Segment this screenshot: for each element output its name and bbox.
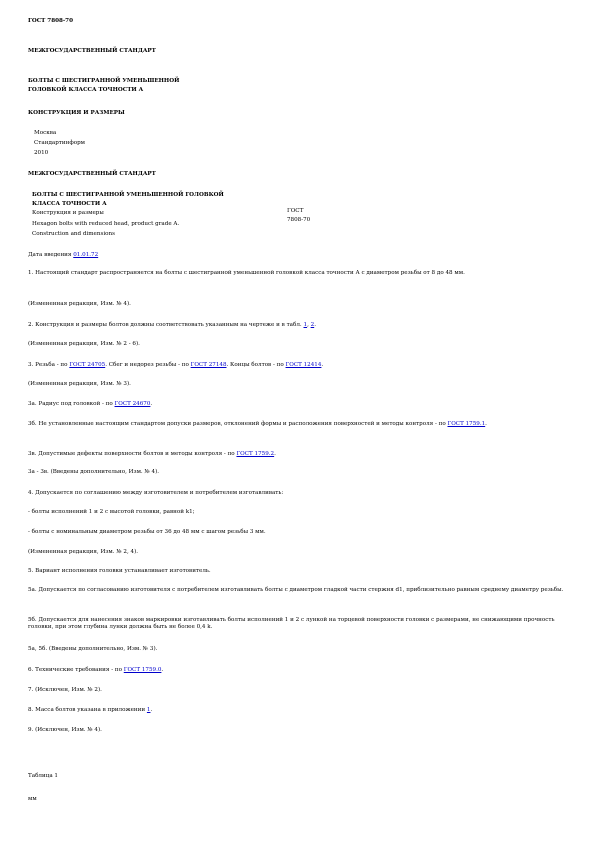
p8-text: 8. Масса болтов указана в приложении bbox=[28, 707, 146, 713]
p3-text-a: 3. Резьба - по bbox=[28, 362, 68, 368]
period: . bbox=[161, 667, 164, 673]
paragraph-3v bbox=[28, 451, 276, 458]
paragraph-3a bbox=[28, 401, 152, 408]
table-caption: Таблица 1 bbox=[28, 773, 58, 779]
gost-1759-2-link[interactable]: ГОСТ 1759.2 bbox=[236, 451, 275, 457]
title-block-line-1: БОЛТЫ С ШЕСТИГРАННОЙ УМЕНЬШЕННОЙ ГОЛОВКОЙ bbox=[32, 192, 224, 198]
paragraph-4-item-2: - болты с номинальным диаметром резьбы от 36 до 48 мм с шагом резьбы 3 мм. bbox=[28, 529, 266, 535]
gost-12414-link[interactable]: ГОСТ 12414 bbox=[285, 362, 322, 368]
subtitle: КОНСТРУКЦИЯ И РАЗМЕРЫ bbox=[28, 110, 125, 116]
paragraph-1-note: (Измененная редакция, Изм. № 4). bbox=[28, 301, 131, 307]
period: . bbox=[150, 401, 153, 407]
paragraph-4: 4. Допускается по соглашению между изготовителем и потребителем изготавливать: bbox=[28, 490, 284, 496]
paragraph-6 bbox=[28, 667, 163, 674]
paragraph-5a: 5а. Допускается по согласованию изготовителя с потребителем изготавливать болты с диаметром гладкой части стержня d1, приблизительно равным среднему диаметру резьбы. bbox=[28, 587, 564, 593]
paragraph-8 bbox=[28, 707, 152, 714]
paragraph-2-note: (Измененная редакция, Изм. № 2 - 6). bbox=[28, 341, 140, 347]
date-label: Дата введения bbox=[28, 252, 72, 258]
period: . bbox=[274, 451, 276, 457]
paragraph-5b: 5б. Допускается для нанесения знаков маркировки изготавливать болты исполнений 1 и 2 с лункой на торцевой поверхности головки с размерами, не снижающими прочность головки, при этом глубина лунки должна быть не более 0,4 k. bbox=[28, 617, 555, 630]
paragraph-3-note: (Измененная редакция, Изм. № 3). bbox=[28, 381, 131, 387]
p3-text-c: . Концы болтов - по bbox=[226, 362, 284, 368]
paragraph-9: 9. (Исключен, Изм. № 4). bbox=[28, 727, 102, 733]
paragraph-4-note: (Измененная редакция, Изм. № 2, 4). bbox=[28, 549, 139, 555]
title-block-subtitle-ru: Конструкция и размеры bbox=[32, 210, 104, 216]
title-line-2: ГОЛОВКОЙ КЛАССА ТОЧНОСТИ А bbox=[28, 87, 144, 93]
p3a-text: 3а. Радиус под головкой - по bbox=[28, 401, 113, 407]
paragraph-1: 1. Настоящий стандарт распространяется на болты с шестигранной уменьшенной головкой класса точности А с диаметром резьбы от 8 до 48 мм. bbox=[28, 270, 465, 276]
p3-text-b: . Сбег и недорез резьбы - по bbox=[105, 362, 189, 368]
p3b-text: 3б. Не установленные настоящим стандартом допуски размеров, отклонений формы и расположения поверхностей и методы контроля - по bbox=[28, 421, 446, 427]
publish-city: Москва bbox=[34, 130, 57, 136]
title-block-line-2: КЛАССА ТОЧНОСТИ А bbox=[32, 201, 107, 207]
period: . bbox=[314, 322, 316, 328]
paragraph-4-item-1: - болты исполнений 1 и 2 с высотой головки, равной k1; bbox=[28, 509, 195, 515]
title-block-type: МЕЖГОСУДАРСТВЕННЫЙ СТАНДАРТ bbox=[28, 171, 156, 177]
paragraph-3 bbox=[28, 362, 323, 369]
standard-type: МЕЖГОСУДАРСТВЕННЫЙ СТАНДАРТ bbox=[28, 48, 156, 54]
table-unit: мм bbox=[28, 796, 37, 802]
title-block-code-number: 7808-70 bbox=[287, 217, 311, 223]
doc-code-header: ГОСТ 7808-70 bbox=[28, 18, 73, 24]
date-value-link[interactable]: 01.01.72 bbox=[73, 252, 99, 258]
p3-text-d: . bbox=[321, 362, 324, 368]
publisher: Стандартинформ bbox=[34, 140, 86, 146]
paragraph-3b bbox=[28, 421, 573, 428]
p3v-text: 3в. Допустимые дефекты поверхности болтов и методы контроля - по bbox=[28, 451, 235, 457]
p6-text: 6. Технические требования - по bbox=[28, 667, 122, 673]
title-block-title-en: Hexagon bolts with reduced head, product grade A. bbox=[32, 221, 180, 227]
paragraph-7: 7. (Исключен, Изм. № 2). bbox=[28, 687, 102, 693]
table-2-link[interactable]: 2 bbox=[310, 322, 315, 328]
paragraph-2 bbox=[28, 322, 316, 329]
separator: , bbox=[307, 322, 309, 328]
gost-24705-link[interactable]: ГОСТ 24705 bbox=[69, 362, 106, 368]
table-1-link[interactable]: 1 bbox=[303, 322, 308, 328]
gost-1759-0-link[interactable]: ГОСТ 1759.0 bbox=[123, 667, 162, 673]
period: . bbox=[485, 421, 487, 427]
paragraph-5: 5. Вариант исполнения головки устанавливает изготовитель. bbox=[28, 568, 211, 574]
title-block-subtitle-en: Construction and dimensions bbox=[32, 231, 115, 237]
gost-27148-link[interactable]: ГОСТ 27148 bbox=[190, 362, 227, 368]
paragraph-2-text: 2. Конструкция и размеры болтов должны соответствовать указанным на чертеже и в табл. bbox=[28, 322, 302, 328]
title-block-code-label: ГОСТ bbox=[287, 208, 304, 214]
paragraph-5-note: 5а, 5б. (Введены дополнительно, Изм. № 3). bbox=[28, 646, 158, 652]
title-line-1: БОЛТЫ С ШЕСТИГРАННОЙ УМЕНЬШЕННОЙ bbox=[28, 78, 180, 84]
publish-year: 2010 bbox=[34, 150, 49, 156]
paragraph-3-range-note: 3а - 3в. (Введены дополнительно, Изм. № 4). bbox=[28, 469, 160, 475]
gost-24670-link[interactable]: ГОСТ 24670 bbox=[114, 401, 151, 407]
intro-date bbox=[28, 252, 98, 259]
gost-1759-1-link[interactable]: ГОСТ 1759.1 bbox=[447, 421, 486, 427]
appendix-1-link[interactable]: 1 bbox=[146, 707, 151, 713]
period: . bbox=[150, 707, 153, 713]
